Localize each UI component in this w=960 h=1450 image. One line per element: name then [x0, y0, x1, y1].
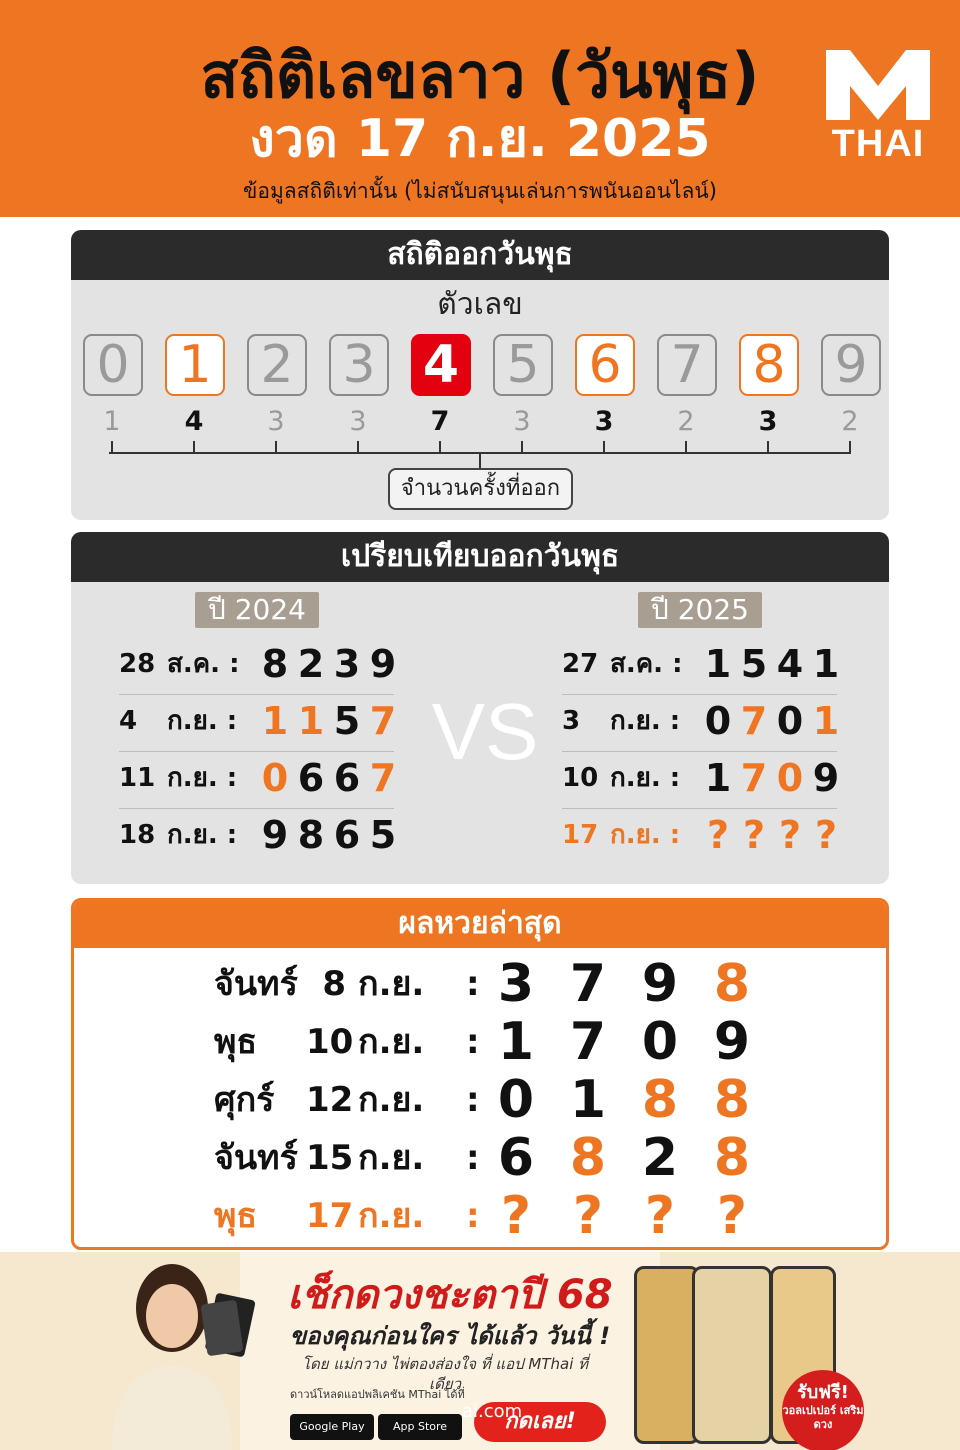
- latest-row: [214, 1129, 774, 1187]
- digit-box-9: 9: [821, 334, 881, 396]
- row-month: ก.ย.: [358, 1022, 425, 1062]
- row-digit: 0: [776, 756, 804, 800]
- row-digit: 9: [812, 756, 840, 800]
- result-digit: ?: [644, 1186, 676, 1246]
- digit-box-3: 3: [329, 334, 389, 396]
- row-month: ก.ย. :: [610, 820, 681, 850]
- count-label-4: 7: [430, 406, 450, 437]
- result-digit: 8: [641, 1070, 679, 1130]
- row-digit: ?: [706, 813, 730, 857]
- result-digit: 0: [641, 1012, 679, 1072]
- year-2025-badge: ปี 2025: [638, 592, 762, 628]
- row-weekday: ศุกร์: [214, 1080, 275, 1120]
- row-digit: 0: [776, 699, 804, 743]
- result-digit: 8: [569, 1128, 607, 1188]
- row-colon: :: [466, 1138, 480, 1178]
- result-digit: 6: [497, 1128, 535, 1188]
- axis-tick: [357, 441, 359, 453]
- row-digit: 3: [333, 642, 361, 686]
- row-digit: 9: [369, 642, 397, 686]
- download-cta-button[interactable]: กดเลย!: [474, 1402, 606, 1442]
- caption-tick: [479, 453, 481, 469]
- compare-2024-row: [119, 695, 399, 747]
- digit-box-8: 8: [739, 334, 799, 396]
- row-digit: 1: [261, 699, 289, 743]
- promo-byline: โดย แม่กวาง ไพ่ตองส่องใจ ที่ แอป MThai ที่เดียว: [301, 1355, 589, 1393]
- row-day: 11: [119, 763, 156, 793]
- vs-label: VS: [431, 687, 539, 776]
- count-label-6: 3: [594, 406, 614, 437]
- digit-box-2: 2: [247, 334, 307, 396]
- promo-headline: เช็กดวงชะตาปี 68: [287, 1272, 613, 1318]
- row-digit: ?: [814, 813, 838, 857]
- axis-tick: [603, 441, 605, 453]
- row-day: 4: [119, 706, 138, 736]
- row-month: ก.ย. :: [610, 706, 681, 736]
- result-digit: 7: [569, 954, 607, 1014]
- row-day: 10: [562, 763, 599, 793]
- stats-heading: สถิติออกวันพุธ: [71, 230, 889, 280]
- result-digit: 8: [713, 954, 751, 1014]
- row-day: 3: [562, 706, 581, 736]
- watermark: ai.com: [462, 1401, 523, 1422]
- row-weekday: จันทร์: [214, 1138, 298, 1178]
- row-colon: :: [466, 1196, 480, 1236]
- row-digit: 7: [740, 756, 768, 800]
- count-label-9: 2: [841, 406, 859, 437]
- count-label-3: 3: [349, 406, 367, 437]
- axis-tick: [521, 441, 523, 453]
- digit-box-5: 5: [493, 334, 553, 396]
- row-day: 10: [306, 1022, 354, 1062]
- axis-tick: [849, 441, 851, 453]
- axis-tick: [439, 441, 441, 453]
- result-digit: 9: [713, 1012, 751, 1072]
- phone-mockup-left: [634, 1266, 700, 1444]
- row-digit: 1: [704, 642, 732, 686]
- google-play-button[interactable]: Google Play: [290, 1414, 374, 1440]
- count-label-5: 3: [513, 406, 531, 437]
- latest-results-panel: [71, 898, 889, 1250]
- app-store-button[interactable]: App Store: [378, 1414, 462, 1440]
- row-day: 17: [562, 820, 599, 850]
- row-digit: 5: [740, 642, 768, 686]
- disclaimer: ข้อมูลสถิติเท่านั้น (ไม่สนับสนุนเล่นการพนันออนไลน์): [243, 179, 717, 203]
- latest-row: [214, 1187, 774, 1245]
- row-month: ก.ย. :: [167, 820, 238, 850]
- row-digit: 0: [704, 699, 732, 743]
- free-badge-sub: วอลเปเปอร์ เสริมดวง: [782, 1404, 864, 1431]
- row-month: ส.ค. :: [167, 649, 240, 679]
- count-label-1: 4: [184, 406, 204, 437]
- row-digit: 7: [369, 756, 397, 800]
- compare-2025-row: [562, 695, 842, 747]
- digit-box-4: 4: [411, 334, 471, 396]
- row-digit: 8: [261, 642, 289, 686]
- row-day: 17: [306, 1196, 354, 1236]
- header: [0, 0, 960, 217]
- page-title: สถิติเลขลาว (วันพุธ): [200, 39, 760, 112]
- count-label-7: 2: [677, 406, 695, 437]
- row-digit: 5: [369, 813, 397, 857]
- latest-row: [214, 1013, 774, 1071]
- row-weekday: พุธ: [214, 1022, 258, 1062]
- row-weekday: จันทร์: [214, 964, 298, 1004]
- download-note: ดาวน์โหลดแอปพลิเคชัน MThai ได้ที่: [290, 1388, 465, 1401]
- free-badge[interactable]: [782, 1370, 864, 1450]
- result-digit: 0: [497, 1070, 535, 1130]
- row-digit: 7: [740, 699, 768, 743]
- count-label-0: 1: [103, 406, 121, 437]
- result-digit: 3: [497, 954, 535, 1014]
- wednesday-stats-panel: [71, 230, 889, 520]
- phone-mockup-center: [692, 1266, 772, 1444]
- row-digit: 1: [812, 699, 840, 743]
- row-digit: 2: [297, 642, 325, 686]
- row-digit: 8: [297, 813, 325, 857]
- row-day: 15: [306, 1138, 354, 1178]
- result-digit: 2: [641, 1128, 679, 1188]
- row-digit: 9: [261, 813, 289, 857]
- digit-box-0: 0: [83, 334, 143, 396]
- row-digit: ?: [742, 813, 766, 857]
- digit-box-6: 6: [575, 334, 635, 396]
- row-digit: ?: [778, 813, 802, 857]
- digit-box-7: 7: [657, 334, 717, 396]
- result-digit: ?: [500, 1186, 532, 1246]
- compare-2024-row: [119, 752, 399, 804]
- count-label-2: 3: [267, 406, 285, 437]
- row-digit: 1: [704, 756, 732, 800]
- compare-2025-row: [562, 809, 842, 861]
- compare-2024-row: [119, 809, 399, 861]
- row-digit: 5: [333, 699, 361, 743]
- row-month: ก.ย. :: [167, 763, 238, 793]
- row-digit: 1: [297, 699, 325, 743]
- axis-tick: [685, 441, 687, 453]
- row-day: 18: [119, 820, 156, 850]
- row-digit: 0: [261, 756, 289, 800]
- axis-tick: [275, 441, 277, 453]
- row-day: 28: [119, 649, 156, 679]
- row-colon: :: [466, 1080, 480, 1120]
- count-label-8: 3: [758, 406, 778, 437]
- result-digit: 1: [569, 1070, 607, 1130]
- row-colon: :: [466, 964, 480, 1004]
- result-digit: 9: [641, 954, 679, 1014]
- draw-date-title: งวด 17 ก.ย. 2025: [249, 109, 711, 169]
- compare-2025-row: [562, 638, 842, 690]
- compare-2025-row: [562, 752, 842, 804]
- count-caption: จำนวนครั้งที่ออก: [388, 468, 573, 510]
- row-digit: 6: [297, 756, 325, 800]
- logo-text: THAI: [831, 123, 925, 165]
- result-digit: 8: [713, 1070, 751, 1130]
- row-digit: 6: [333, 813, 361, 857]
- presenter-image: [92, 1256, 262, 1450]
- row-month: ก.ย. :: [610, 763, 681, 793]
- row-month: ส.ค. :: [610, 649, 683, 679]
- result-digit: ?: [572, 1186, 604, 1246]
- row-day: 27: [562, 649, 599, 679]
- row-month: ก.ย.: [358, 964, 425, 1004]
- promo-subline: ของคุณก่อนใคร ได้แล้ว วันนี้ !: [289, 1322, 611, 1350]
- latest-row: [214, 1071, 774, 1129]
- row-digit: 6: [333, 756, 361, 800]
- row-month: ก.ย. :: [167, 706, 238, 736]
- result-digit: 7: [569, 1012, 607, 1072]
- mthai-logo[interactable]: [822, 44, 934, 168]
- compare-2024-row: [119, 638, 399, 690]
- promo-banner[interactable]: [0, 1252, 960, 1450]
- latest-heading: ผลหวยล่าสุด: [74, 901, 886, 948]
- axis-tick: [767, 441, 769, 453]
- row-month: ก.ย.: [358, 1196, 425, 1236]
- result-digit: ?: [716, 1186, 748, 1246]
- latest-row: [214, 955, 774, 1013]
- row-weekday: พุธ: [214, 1196, 258, 1236]
- result-digit: 1: [497, 1012, 535, 1072]
- row-digit: 1: [812, 642, 840, 686]
- row-month: ก.ย.: [358, 1080, 425, 1120]
- comparison-heading: เปรียบเทียบออกวันพุธ: [71, 532, 889, 582]
- digit-box-1: 1: [165, 334, 225, 396]
- row-digit: 4: [776, 642, 804, 686]
- axis-tick: [111, 441, 113, 453]
- row-digit: 7: [369, 699, 397, 743]
- digits-label: ตัวเลข: [437, 287, 523, 322]
- row-colon: :: [466, 1022, 480, 1062]
- row-day: 8: [322, 964, 346, 1004]
- free-badge-title: รับฟรี!: [797, 1382, 849, 1403]
- result-digit: 8: [713, 1128, 751, 1188]
- m-logo-icon: [826, 46, 930, 120]
- row-day: 12: [306, 1080, 354, 1120]
- comparison-panel: [71, 532, 889, 884]
- row-month: ก.ย.: [358, 1138, 425, 1178]
- axis-tick: [193, 441, 195, 453]
- year-2024-badge: ปี 2024: [195, 592, 319, 628]
